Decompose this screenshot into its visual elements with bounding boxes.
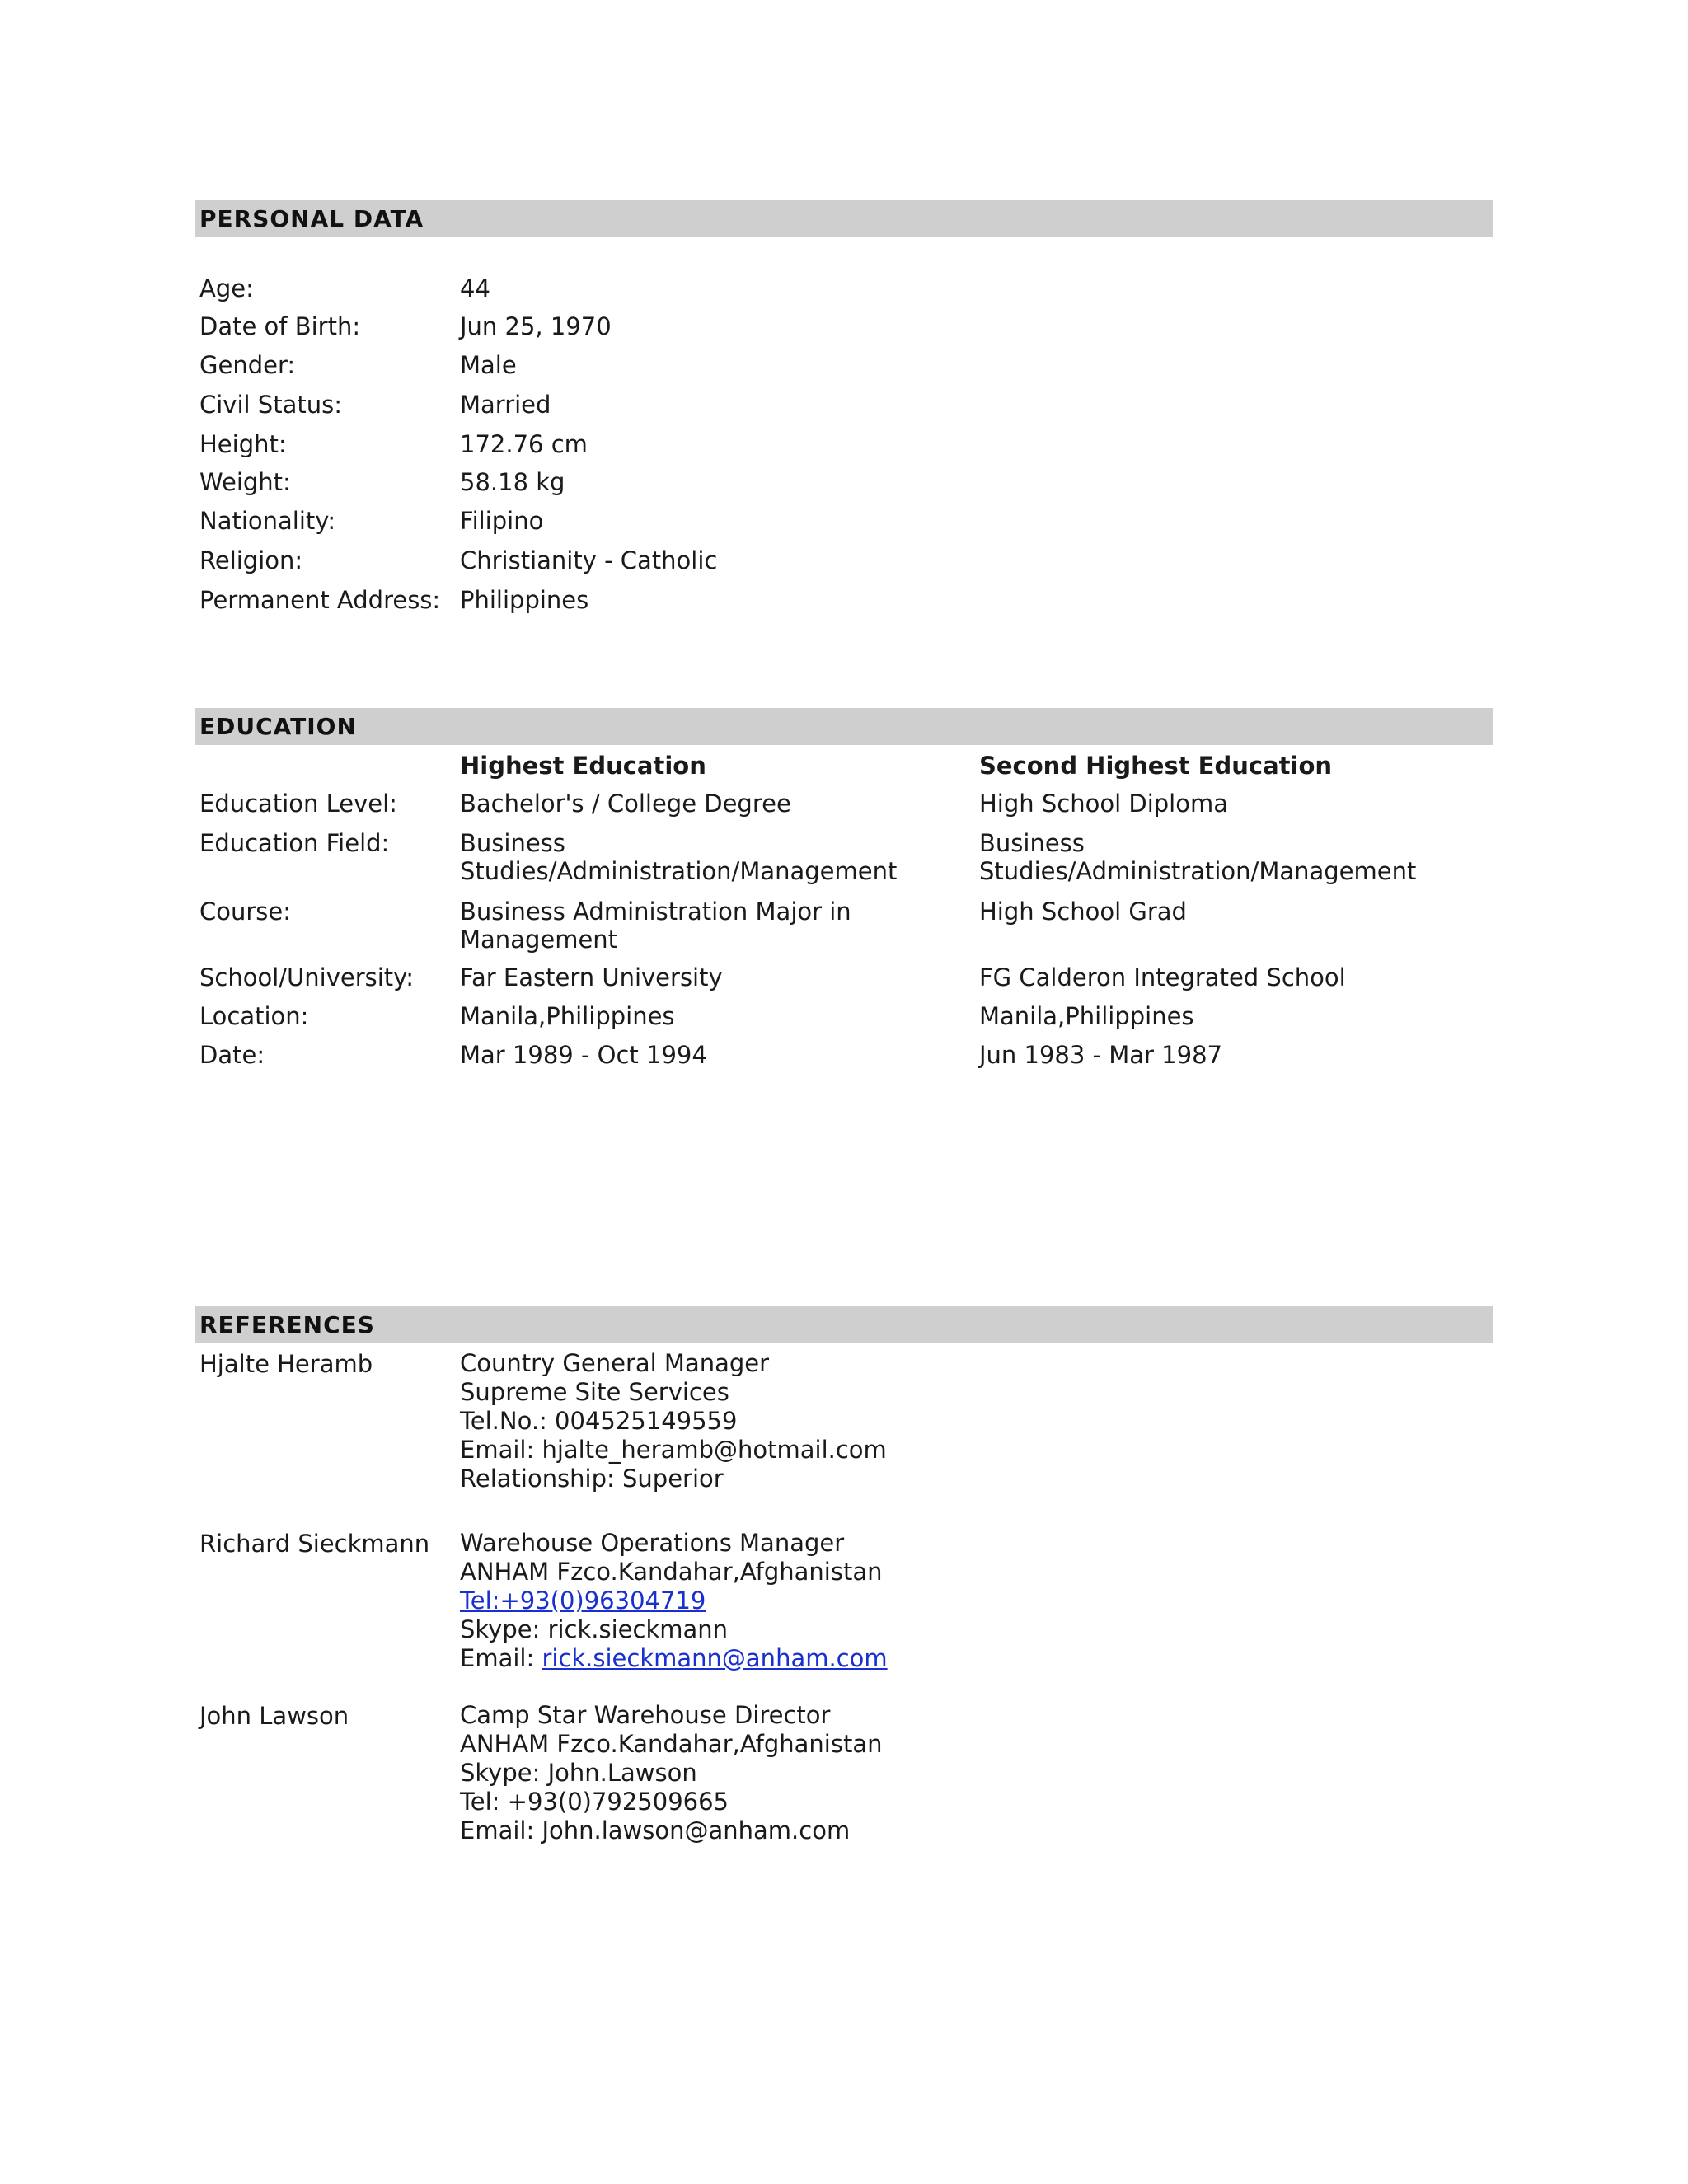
address-label: Permanent Address: xyxy=(199,586,441,614)
personal-data-title: PERSONAL DATA xyxy=(199,205,424,232)
dob-value: Jun 25, 1970 xyxy=(460,312,612,340)
reference-position: Country General Manager xyxy=(460,1349,770,1377)
education-field-highest-line1: Business xyxy=(460,829,565,857)
weight-label: Weight: xyxy=(199,468,291,496)
reference-relationship: Relationship: Superior xyxy=(460,1465,724,1493)
reference-name: Richard Sieckmann xyxy=(199,1530,430,1558)
reference-details xyxy=(460,1701,882,1845)
personal-row-height xyxy=(0,429,1688,462)
references-header xyxy=(195,1306,1493,1343)
height-value: 172.76 cm xyxy=(460,430,588,458)
education-level-second: High School Diploma xyxy=(979,790,1228,818)
education-level-highest: Bachelor's / College Degree xyxy=(460,790,791,818)
date-second: Jun 1983 - Mar 1987 xyxy=(979,1041,1222,1069)
reference-email-prefix: Email: xyxy=(460,1644,542,1672)
religion-label: Religion: xyxy=(199,546,303,574)
personal-row-dob xyxy=(0,312,1688,344)
highest-education-heading: Highest Education xyxy=(460,752,706,780)
course-highest-line2: Management xyxy=(460,926,618,954)
school-highest: Far Eastern University xyxy=(460,963,723,991)
education-field-second-line2: Studies/Administration/Management xyxy=(979,857,1417,885)
second-highest-education-heading: Second Highest Education xyxy=(979,752,1333,780)
reference-phone-link[interactable]: Tel:+93(0)96304719 xyxy=(460,1586,706,1615)
dob-label: Date of Birth: xyxy=(199,312,361,340)
education-header xyxy=(195,708,1493,745)
education-title: EDUCATION xyxy=(199,713,357,740)
reference-phone: Tel.No.: 004525149559 xyxy=(460,1407,738,1435)
education-field-highest-line2: Studies/Administration/Management xyxy=(460,857,898,885)
height-label: Height: xyxy=(199,430,287,458)
reference-email: Email: hjalte_heramb@hotmail.com xyxy=(460,1436,887,1464)
gender-value: Male xyxy=(460,351,517,379)
reference-position: Camp Star Warehouse Director xyxy=(460,1701,831,1729)
reference-phone: Tel: +93(0)792509665 xyxy=(460,1788,729,1816)
personal-row-address xyxy=(0,585,1688,618)
personal-row-civil-status xyxy=(0,390,1688,423)
education-row-course xyxy=(0,897,1688,954)
references-title: REFERENCES xyxy=(199,1311,375,1338)
civil-status-label: Civil Status: xyxy=(199,391,342,419)
reference-name: Hjalte Heramb xyxy=(199,1350,373,1378)
address-value: Philippines xyxy=(460,586,589,614)
location-label: Location: xyxy=(199,1002,309,1030)
education-row-field xyxy=(0,828,1688,885)
personal-row-weight xyxy=(0,467,1688,500)
gender-label: Gender: xyxy=(199,351,296,379)
course-highest-line1: Business Administration Major in xyxy=(460,898,851,926)
reference-email: Email: John.lawson@anham.com xyxy=(460,1816,851,1844)
education-level-label: Education Level: xyxy=(199,790,397,818)
civil-status-value: Married xyxy=(460,391,551,419)
personal-row-gender xyxy=(0,350,1688,383)
reference-skype: Skype: John.Lawson xyxy=(460,1759,697,1787)
reference-details xyxy=(460,1349,887,1493)
reference-skype: Skype: rick.sieckmann xyxy=(460,1615,729,1643)
personal-row-age xyxy=(0,274,1688,307)
location-highest: Manila,Philippines xyxy=(460,1002,675,1030)
nationality-label: Nationality: xyxy=(199,507,336,535)
date-highest: Mar 1989 - Oct 1994 xyxy=(460,1041,707,1069)
course-second: High School Grad xyxy=(979,898,1187,926)
school-label: School/University: xyxy=(199,963,414,991)
reference-company: ANHAM Fzco.Kandahar,Afghanistan xyxy=(460,1558,883,1586)
reference-company: ANHAM Fzco.Kandahar,Afghanistan xyxy=(460,1730,883,1758)
education-column-headers xyxy=(0,751,1688,784)
education-row-level xyxy=(0,789,1688,822)
reference-company: Supreme Site Services xyxy=(460,1378,729,1406)
age-value: 44 xyxy=(460,274,490,302)
weight-value: 58.18 kg xyxy=(460,468,565,496)
religion-value: Christianity - Catholic xyxy=(460,546,718,574)
date-label: Date: xyxy=(199,1041,265,1069)
personal-data-header xyxy=(195,200,1493,237)
school-second: FG Calderon Integrated School xyxy=(979,963,1346,991)
education-row-location xyxy=(0,1001,1688,1034)
education-row-date xyxy=(0,1040,1688,1073)
personal-row-religion xyxy=(0,546,1688,579)
reference-email-link[interactable]: rick.sieckmann@anham.com xyxy=(542,1644,888,1672)
reference-details xyxy=(460,1529,888,1673)
personal-row-nationality xyxy=(0,506,1688,539)
location-second: Manila,Philippines xyxy=(979,1002,1194,1030)
reference-position: Warehouse Operations Manager xyxy=(460,1529,845,1557)
nationality-value: Filipino xyxy=(460,507,544,535)
reference-email-line xyxy=(460,1644,888,1673)
course-label: Course: xyxy=(199,898,292,926)
age-label: Age: xyxy=(199,274,254,302)
education-field-label: Education Field: xyxy=(199,829,390,857)
reference-name: John Lawson xyxy=(199,1702,349,1730)
education-field-second-line1: Business xyxy=(979,829,1085,857)
education-row-school xyxy=(0,963,1688,996)
